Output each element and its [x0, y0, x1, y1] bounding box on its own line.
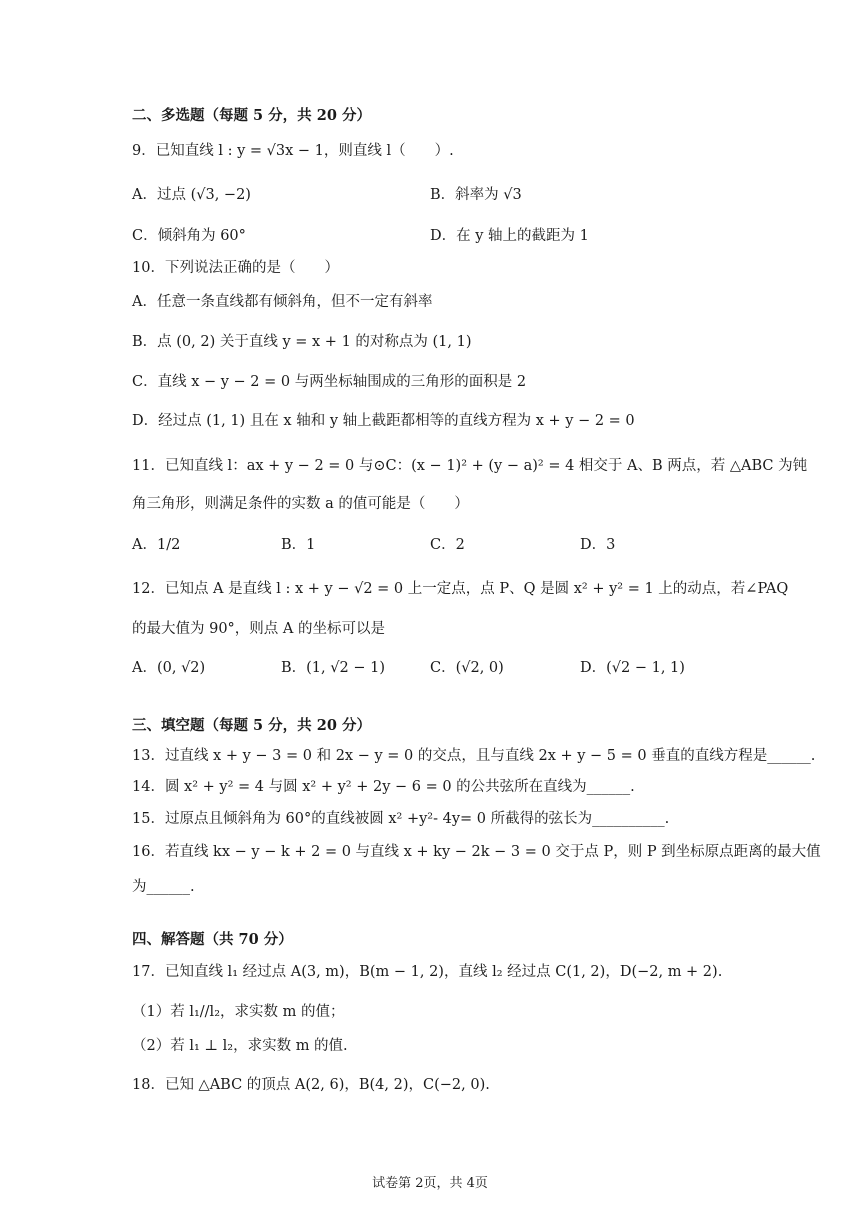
- question-10-option-a: A．任意一条直线都有倾斜角，但不一定有斜率: [132, 294, 433, 310]
- question-10-option-b: B．点 (0, 2) 关于直线 y = x + 1 的对称点为 (1, 1): [132, 334, 472, 350]
- page-footer: 试卷第 2页，共 4页: [372, 1176, 488, 1191]
- question-17-part-2: （2）若 l₁ ⊥ l₂，求实数 m 的值.: [132, 1038, 348, 1054]
- question-10-option-c: C．直线 x − y − 2 = 0 与两坐标轴围成的三角形的面积是 2: [132, 374, 527, 390]
- question-11-option-a: A．1/2: [132, 537, 181, 553]
- question-12-option-b: B．(1, √2 − 1): [281, 660, 385, 676]
- question-12-stem-line1: 12．已知点 A 是直线 l : x + y − √2 = 0 上一定点，点 P、Q 是圆 x² + y² = 1 上的动点，若∠PAQ: [132, 581, 789, 597]
- question-9-option-c: C．倾斜角为 60°: [132, 228, 246, 244]
- question-13: 13．过直线 x + y − 3 = 0 和 2x − y = 0 的交点，且与直线 2x + y − 5 = 0 垂直的直线方程是______.: [132, 748, 816, 764]
- question-11-option-c: C．2: [430, 537, 465, 553]
- question-11-option-d: D．3: [580, 537, 616, 553]
- question-17-part-1: （1）若 l₁//l₂，求实数 m 的值；: [132, 1004, 345, 1020]
- question-10-option-d: D．经过点 (1, 1) 且在 x 轴和 y 轴上截距都相等的直线方程为 x + y − 2 = 0: [132, 413, 635, 429]
- question-12-option-a: A．(0, √2): [132, 660, 206, 676]
- question-14: 14．圆 x² + y² = 4 与圆 x² + y² + 2y − 6 = 0 的公共弦所在直线为______.: [132, 779, 635, 795]
- question-9-stem: 9．已知直线 l : y = √3x − 1，则直线 l（ ）.: [132, 143, 454, 159]
- question-17: 17．已知直线 l₁ 经过点 A(3, m)，B(m − 1, 2)，直线 l₂ 经过点 C(1, 2)，D(−2, m + 2).: [132, 964, 723, 980]
- section-fill-in-title: 三、填空题（每题 5 分，共 20 分）: [132, 717, 371, 734]
- section-answer-title: 四、解答题（共 70 分）: [132, 931, 293, 948]
- section-multiple-choice-title: 二、多选题（每题 5 分，共 20 分）: [132, 107, 371, 124]
- question-16-line2: 为______.: [132, 879, 195, 895]
- question-18: 18．已知 △ABC 的顶点 A(2, 6)，B(4, 2)，C(−2, 0).: [132, 1077, 490, 1093]
- question-15: 15．过原点且倾斜角为 60°的直线被圆 x² +y²- 4y= 0 所截得的弦长为__________.: [132, 811, 670, 827]
- question-10-stem: 10．下列说法正确的是（ ）: [132, 260, 339, 276]
- question-11-stem-line1: 11．已知直线 l：ax + y − 2 = 0 与⊙C：(x − 1)² + (y − a)² = 4 相交于 A、B 两点，若 △ABC 为钝: [132, 458, 808, 474]
- question-9-option-b: B．斜率为 √3: [430, 187, 522, 203]
- question-9-option-a: A．过点 (√3, −2): [132, 187, 251, 203]
- question-12-option-d: D．(√2 − 1, 1): [580, 660, 685, 676]
- question-11-option-b: B．1: [281, 537, 316, 553]
- question-11-stem-line2: 角三角形，则满足条件的实数 a 的值可能是（ ）: [132, 496, 469, 512]
- question-16-line1: 16．若直线 kx − y − k + 2 = 0 与直线 x + ky − 2k − 3 = 0 交于点 P，则 P 到坐标原点距离的最大值: [132, 844, 821, 860]
- question-12-stem-line2: 的最大值为 90°，则点 A 的坐标可以是: [132, 621, 385, 637]
- question-12-option-c: C．(√2, 0): [430, 660, 504, 676]
- question-9-option-d: D．在 y 轴上的截距为 1: [430, 228, 589, 244]
